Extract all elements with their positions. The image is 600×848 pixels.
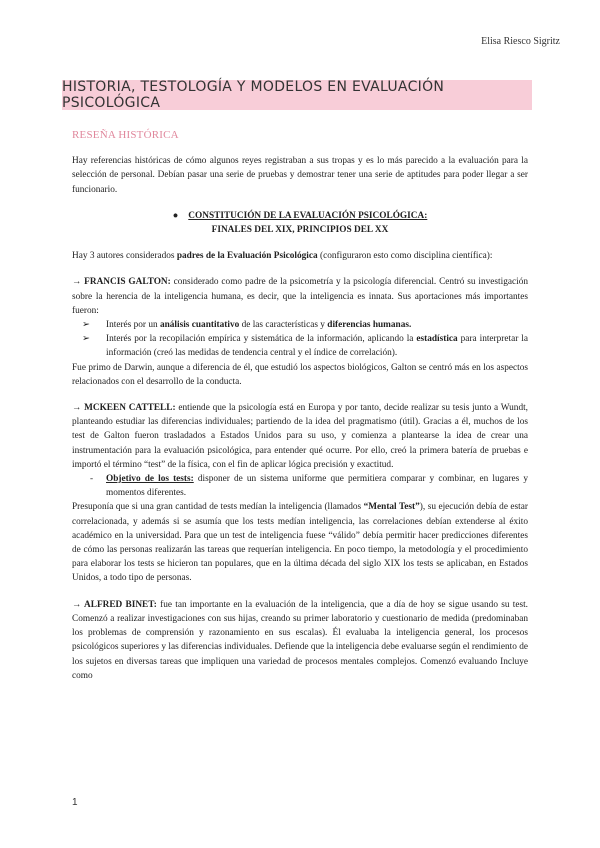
dash-item-text: disponer de un sistema uniforme que permitiera comparar y combinar, en lugares y momentos diferentes. [106, 474, 528, 499]
galton-text: considerado como padre de la psicometría y la psicología diferencial. Centró su investigación sobre la herencia de la inteligencia humana, es decir, que la inteligencia es innata. Sus aportaciones más importantes fueron: [72, 277, 528, 316]
dash-item-label: Objetivo de los tests: [106, 474, 194, 485]
title-banner [62, 80, 532, 110]
list-item-text: de las características y [239, 320, 328, 331]
arrowhead-bullet-icon: ➢ [82, 320, 90, 331]
section-heading-line2: FINALES DEL XIX, PRINCIPIOS DEL XX [211, 225, 389, 236]
authors-intro-post: (configuraron esto como disciplina científica): [317, 251, 493, 262]
header-author: Elisa Riesco Sigritz [481, 36, 560, 47]
authors-intro-pre: Hay 3 autores considerados [72, 251, 177, 262]
intro-paragraph: Hay referencias históricas de cómo algunos reyes registraban a sus tropas y es lo más parecido a la evaluación para la selección de personal. Debían pasar una serie de pruebas y demostrar tener una serie de aptitudes para poder llegar a ser funcionario. [72, 156, 528, 195]
cattell-dash-list [72, 472, 528, 500]
galton-paragraph [72, 275, 528, 318]
cattell-p2-pre: Presuponía que si una gran cantidad de tests medían la inteligencia (llamados [72, 502, 364, 513]
list-item-bold: estadística [416, 334, 458, 345]
list-item [72, 332, 528, 360]
cattell-name: → MCKEEN CATTELL: [72, 403, 176, 414]
binet-text: fue tan importante en la evaluación de la inteligencia, que a día de hoy se sigue usando su test. Comenzó a realizar investigaciones con sus hijas, creando su primer laboratorio y cuestionario de medida (predominaban los problemas de comprensión y razonamiento en sus escalas). Él evaluaba la inteligencia general, los procesos psicológicos superiores y las diferencias individuales. Defiende que la inteligencia debe evaluarse según el rendimiento de los sujetos en diversas tareas que impliquen una variedad de procesos mentales complejos. Comenzó evaluando Incluye como [72, 599, 528, 681]
page-number: 1 [72, 797, 78, 808]
section-title: RESEÑA HISTÓRICA [72, 129, 179, 141]
list-item-text: Interés por un [106, 320, 160, 331]
list-item [72, 472, 528, 500]
cattell-text: entiende que la psicología está en Europa y por tanto, decide realizar su tesis junto a Wundt, planteando estudiar las diferencias individuales; partiendo de la idea del pragmatismo (útil). Gracias a él, muchos de los test de Galton fueron trasladados a Estados Unidos para su uso, y comienza a plantearse la idea de crear una instrumentación para la evaluación psicológica, para entender qué ocurre. Por ello, creó la primera batería de pruebas e importó el término “test” de la física, con el fin de aplicar lógica precisión y exactitud. [72, 403, 528, 470]
binet-paragraph [72, 598, 528, 683]
galton-contributions-list [72, 318, 528, 361]
arrowhead-bullet-icon: ➢ [82, 334, 90, 345]
list-item-text: Interés por la recopilación empírica y sistemática de la información, aplicando la [106, 334, 417, 345]
document-body [72, 124, 528, 683]
bullet-dot-icon: ● [172, 210, 179, 221]
list-item-bold: diferencias humanas. [327, 320, 412, 331]
authors-intro-bold: padres de la Evaluación Psicológica [176, 251, 318, 262]
galton-name: → FRANCIS GALTON: [72, 277, 171, 288]
binet-name: → ALFRED BINET: [72, 599, 157, 610]
heading-line1-text: CONSTITUCIÓN DE LA EVALUACIÓN PSICOLÓGICA: [188, 210, 428, 221]
cattell-paragraph [72, 401, 528, 472]
list-item-bold: análisis cuantitativo [159, 320, 240, 331]
dash-bullet-icon: - [90, 474, 94, 485]
cattell-p2-post: ), su ejecución debía de estar correlacionada, y además si se asumía que los tests medían inteligencia, las correlaciones debían extenderse al éxito académico en la universidad. Para que un test de inteligencia fuese “válido” debía permitir hacer predicciones diferentes de cómo las personas realizarán las tareas que requerían inteligencia. En poco tiempo, la metodología y el procedimiento para elaborar los tests se hicieron tan populares, que en la última década del siglo XIX los tests se aplicaban, en Estados Unidos, a todo tipo de personas. [72, 502, 528, 584]
cattell-paragraph-2 [72, 500, 528, 585]
authors-intro-paragraph [72, 249, 528, 263]
list-item-text: para interpretar la información (creó las medidas de tendencia central y el índice de correlación). [106, 334, 528, 359]
cattell-p2-bold: “Mental Test” [363, 502, 420, 513]
galton-closing-paragraph: Fue primo de Darwin, aunque a diferencia de él, que estudió los aspectos biológicos, Galton se centró más en los aspectos relacionados con el desarrollo de la conducta. [72, 362, 528, 387]
list-item [72, 318, 528, 332]
section-heading-line1 [72, 209, 528, 223]
document-title: HISTORIA, TESTOLOGÍA Y MODELOS EN EVALUACIÓN PSICOLÓGICA [62, 79, 445, 111]
